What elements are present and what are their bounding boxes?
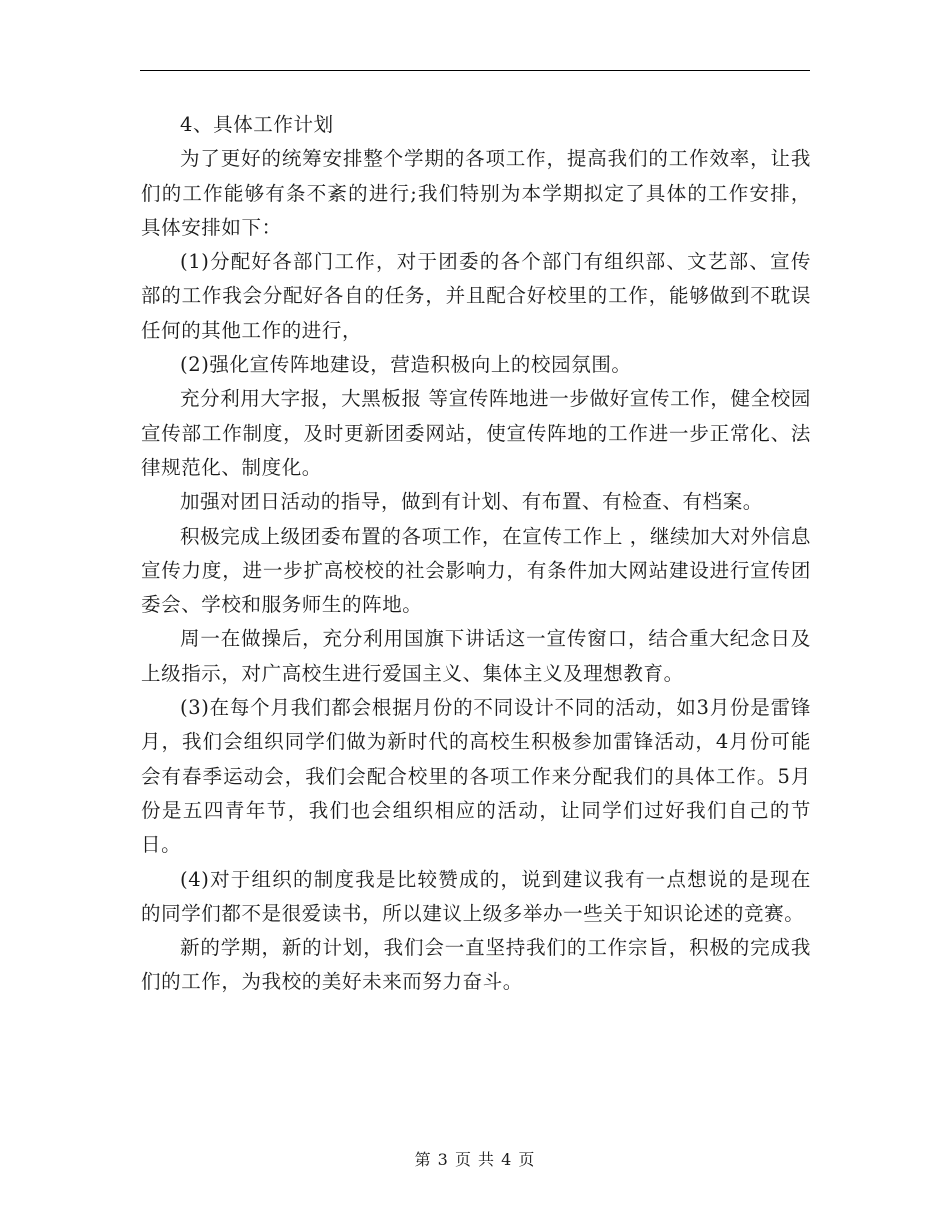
paragraph: 新的学期，新的计划，我们会一直坚持我们的工作宗旨，积极的完成我们的工作，为我校的美好未来而努力奋斗。 <box>141 936 811 994</box>
paragraph: (1)分配好各部门工作，对于团委的各个部门有组织部、文艺部、宣传部的工作我会分配好各自的任务，并且配合好校里的工作，能够做到不耽误任何的其他工作的进行， <box>141 250 811 342</box>
paragraph: 积极完成上级团委布置的各项工作，在宣传工作上 ，继续加大对外信息宣传力度，进一步扩高校校的社会影响力，有条件加大网站建设进行宣传团委会、学校和服务师生的阵地。 <box>141 524 811 617</box>
header-rule <box>140 70 810 71</box>
paragraph: 充分利用大字报，大黑板报 等宣传阵地进一步做好宣传工作，健全校园宣传部工作制度，及时更新团委网站，使宣传阵地的工作进一步正常化、法律规范化、制度化。 <box>141 387 811 479</box>
page-number: 第 3 页 共 4 页 <box>414 1150 536 1169</box>
paragraph: 为了更好的统筹安排整个学期的各项工作，提高我们的工作效率，让我们的工作能够有条不紊的进行;我们特别为本学期拟定了具体的工作安排，具体安排如下： <box>141 147 811 239</box>
page-footer <box>0 1150 950 1170</box>
section-heading: 4、具体工作计划 <box>180 113 334 136</box>
document-body <box>141 108 811 1000</box>
paragraph: (4)对于组织的制度我是比较赞成的，说到建议我有一点想说的是现在的同学们都不是很爱读书，所以建议上级多举办一些关于知识论述的竞赛。 <box>141 867 811 925</box>
paragraph: (2)强化宣传阵地建设，营造积极向上的校园氛围。 <box>180 353 632 377</box>
paragraph: 加强对团日活动的指导，做到有计划、有布置、有检查、有档案。 <box>180 490 763 514</box>
paragraph: 周一在做操后，充分利用国旗下讲话这一宣传窗口，结合重大纪念日及上级指示，对广高校生进行爱国主义、集体主义及理想教育。 <box>141 627 811 685</box>
paragraph: (3)在每个月我们都会根据月份的不同设计不同的活动，如3月份是雷锋月，我们会组织同学们做为新时代的高校生积极参加雷锋活动，4月份可能会有春季运动会，我们会配合校里的各项工作来分配我们的具体工作。5月份是五四青年节，我们也会组织相应的活动，让同学们过好我们自己的节日。 <box>141 696 811 857</box>
